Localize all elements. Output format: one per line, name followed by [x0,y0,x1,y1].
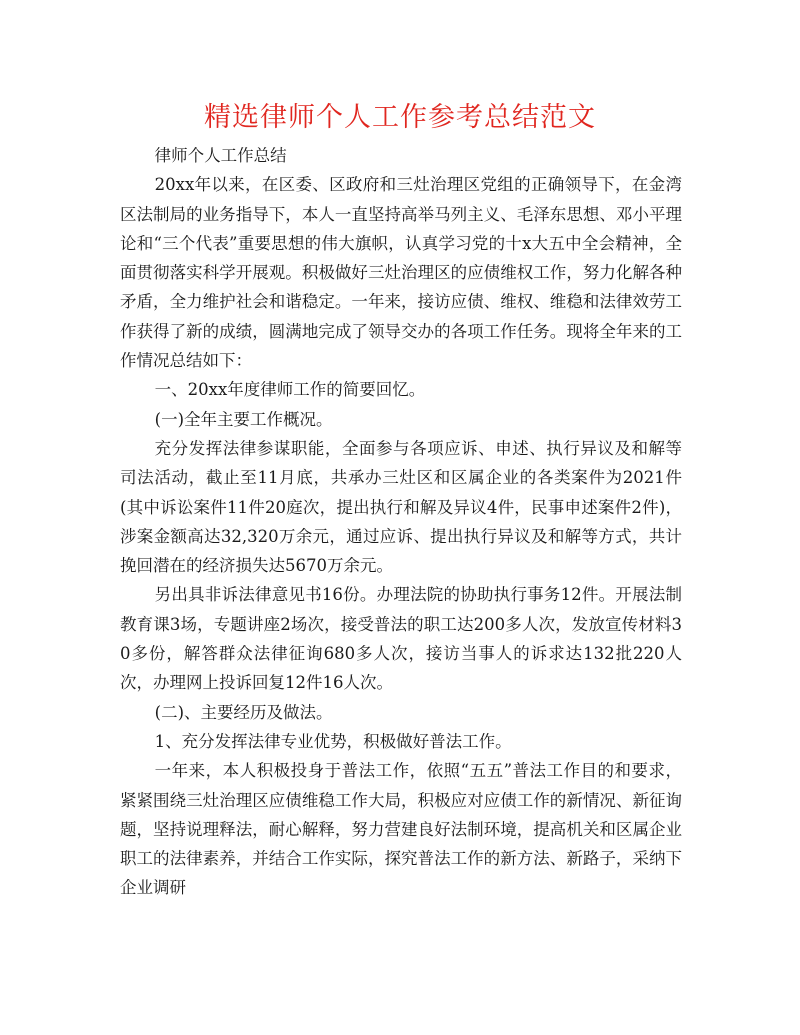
paragraph-subtitle: 律师个人工作总结 [154,146,287,165]
subsection-heading-2: (二)、主要经历及做法。 [154,702,333,722]
section-heading-1: 一、20xx年度律师工作的简要回忆。 [154,380,426,400]
paragraph-legal-education: 一年来，本人积极投身于普法工作，依照“五五”普法工作目的和要求，紧紧围绕三灶治理区应债维稳工作大局，积极应对应债工作的新情况、新征询题，坚持说理释法，耐心解释，努力营建良好法制环境，提高机关和区属企业职工的法律素养，并结合工作实际，探究普法工作的新方法、新路子，采纳下企业调研 [120,761,682,898]
point-heading-1: 1、充分发挥法律专业优势，积极做好普法工作。 [154,731,512,751]
subsection-heading-1: (一)全年主要工作概况。 [154,409,333,429]
paragraph-cases: 充分发挥法律参谋职能，全面参与各项应诉、申述、执行异议及和解等司法活动，截止至11月底，共承办三灶区和区属企业的各类案件为2021件(其中诉讼案件11件20庭次，提出执行和解及异议4件，民事申述案件2件)，涉案金额高达32,320万余元，通过应诉、提出执行异议及和解等方式，共计挽回潜在的经济损失达5670万余元。 [120,438,682,576]
paragraph-intro: 20xx年以来，在区委、区政府和三灶治理区党组的正确领导下，在金湾区法制局的业务指导下，本人一直坚持高举马列主义、毛泽东思想、邓小平理论和“三个代表”重要思想的伟大旗帜，认真学习党的十x大五中全会精神，全面贯彻落实科学开展观。积极做好三灶治理区的应债维权工作，努力化解各种矛盾，全力维护社会和谐稳定。一年来，接访应债、维权、维稳和法律效劳工作获得了新的成绩，圆满地完成了领导交办的各项工作任务。现将全年来的工作情况总结如下： [120,175,682,371]
paragraph-nonlitigation: 另出具非诉法律意见书16份。办理法院的协助执行事务12件。开展法制教育课3场，专题讲座2场次，接受普法的职工达200多人次，发放宣传材料30多份，解答群众法律征询680多人次，接访当事人的诉求达132批220人次，办理网上投诉回复12件16人次。 [120,585,682,693]
document-title: 精选律师个人工作参考总结范文 [204,102,596,133]
document-body [120,141,682,903]
